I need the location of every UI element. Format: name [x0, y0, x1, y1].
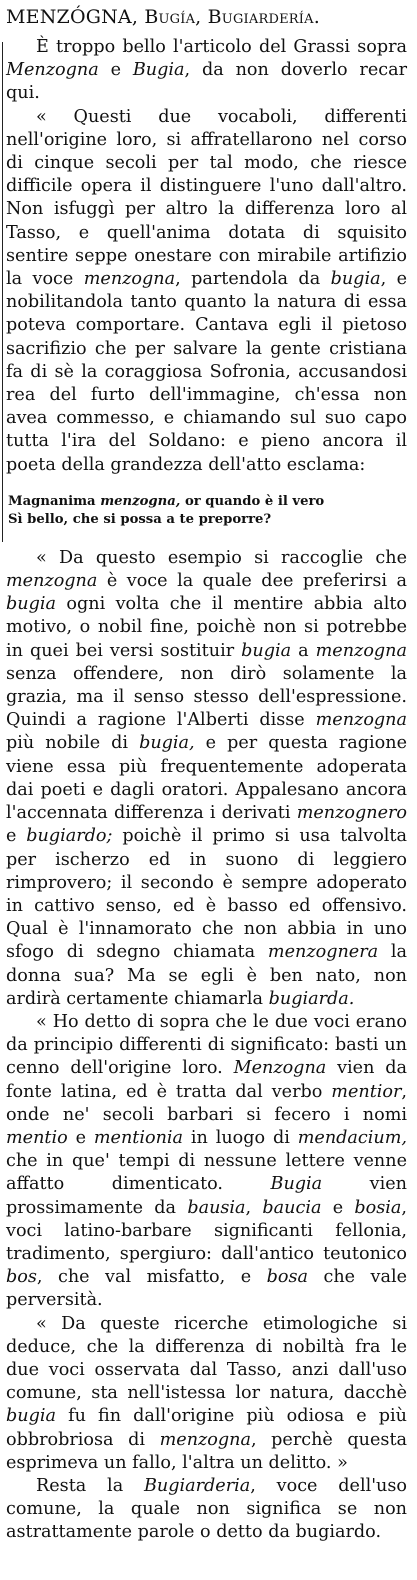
text-run: , da non doverlo recar qui. — [6, 60, 407, 104]
italic-term: menzogna — [315, 710, 407, 731]
text-run: , e nobilitandola tanto quanto la natura di essa poteva comportare. Cantava egli il pietoso sacrifizio che per salvare la gente cristiana fa di sè la coraggiosa Sofronia, accusandosi rea del furto dell'immagine, ch'essa non avea commesso, e chiamando sul suo capo tutta l'ira del Soldano: e pieno ancora il poeta della grandezza dell'atto esclama: — [6, 269, 407, 475]
text-run: « Questi due vocaboli, differenti nell'origine loro, si affratellarono nel corso di cinque secoli per tal modo, che riesce difficile opera il distinguere l'uno dall'altro. Non isfuggì per altro la differenza loro al Tasso, e quell'anima dotata di squisito sentire seppe onestare con mirabile artifizio la voce — [6, 106, 407, 290]
paragraph-6 — [6, 1475, 407, 1545]
text-run: « Ho detto di sopra che le due voci erano da principio differenti di significato: basti un cenno dell'origine loro. — [6, 1011, 407, 1079]
entry-headline — [6, 6, 407, 28]
text-run: è voce la quale dee preferirsi a — [97, 571, 407, 592]
italic-term: menzogna — [6, 571, 98, 592]
italic-term: mentionia — [93, 1127, 184, 1148]
text-run: , — [245, 1197, 263, 1218]
italic-term: menzogna — [83, 269, 176, 290]
italic-term: mentior — [331, 1081, 402, 1102]
italic-term: bugiardo; — [26, 826, 113, 847]
text-run: e — [321, 1197, 355, 1218]
text-run: fu fin dall'origine più odiosa e più obbrobriosa di — [6, 1406, 407, 1450]
text-run: Sì bello, che si possa a te preporre? — [8, 511, 272, 527]
text-run: , perchè questa esprimeva un fallo, l'altra un delitto. » — [6, 1429, 407, 1473]
italic-term: bugia — [6, 594, 56, 615]
italic-term: Menzogna — [233, 1058, 327, 1079]
headline-main: MENZÓGNA, — [6, 6, 139, 28]
italic-term: bosa — [266, 1267, 308, 1288]
italic-term: Menzogna — [6, 60, 99, 81]
entry-body — [6, 36, 407, 1545]
paragraph-4 — [6, 1011, 407, 1313]
italic-term: mendacium, — [297, 1127, 407, 1148]
margin-rule — [2, 42, 3, 542]
paragraph-2 — [6, 106, 407, 477]
text-run: or quando è il vero — [180, 493, 325, 509]
italic-term: Bugia — [132, 60, 185, 81]
italic-term: bugia — [6, 1406, 56, 1427]
italic-term: menzognera — [267, 942, 379, 963]
text-run: , che val misfatto, e — [36, 1267, 267, 1288]
paragraph-3 — [6, 547, 407, 1011]
text-run: È troppo bello l'articolo del Grassi sopra — [36, 37, 407, 57]
text-run: « Da questo esempio si raccoglie che — [36, 547, 407, 568]
text-run: che vale perversità. — [6, 1267, 408, 1311]
text-run: , voce dell'uso comune, la quale non significa se non astrattamente parole o detto da bugiardo. — [6, 1475, 407, 1543]
italic-term: bugia — [241, 640, 292, 661]
italic-term: Bugia — [270, 1174, 323, 1195]
italic-term: bugiarda. — [268, 988, 355, 1009]
headline-rest: Bugía, Bugiardería. — [144, 6, 320, 28]
italic-term: bosia — [354, 1197, 402, 1218]
italic-term: mentio — [6, 1127, 68, 1148]
text-run: più nobile di — [6, 733, 140, 754]
italic-term: menzogna — [315, 640, 407, 661]
text-run: , partendola da — [175, 269, 331, 290]
text-run: che in que' tempi di nessune lettere venne affatto dimenticato. — [6, 1151, 407, 1195]
paragraph-1 — [6, 36, 407, 106]
italic-term: menzogna — [159, 1429, 251, 1450]
italic-term: Bugiarderia — [144, 1475, 251, 1496]
text-run: « Da queste ricerche etimologiche si deduce, che la differenza di nobiltà fra le due voci osservata dal Tasso, anzi dall'uso comune, sta nell'istessa lor natura, dacchè — [6, 1313, 407, 1404]
text-run: e — [6, 826, 27, 847]
text-run: e — [98, 60, 133, 81]
italic-term: baucia — [262, 1197, 322, 1218]
italic-term: bugia — [330, 269, 381, 290]
text-run: , onde ne' secoli barbari si fecero i nomi — [6, 1081, 407, 1125]
text-run: in luogo di — [183, 1127, 298, 1148]
italic-term: bausia — [187, 1197, 246, 1218]
text-run: Resta la — [36, 1475, 144, 1496]
text-run: e — [67, 1127, 94, 1148]
text-run: vien prossimamente da — [6, 1174, 407, 1218]
paragraph-5 — [6, 1313, 407, 1475]
text-run: a — [291, 640, 316, 661]
text-run: ogni volta che il mentire abbia alto motivo, o nobil fine, poichè non si potrebbe in quei bei versi sostituir — [6, 594, 407, 661]
text-run: senza offendere, non dirò solamente la grazia, ma il senso stesso dell'espressione. Quindi a ragione l'Alberti disse — [6, 663, 407, 731]
text-run: la donna sua? Ma se egli è ben nato, non ardirà certamente chiamarla — [6, 942, 407, 1009]
italic-term: bugia, — [139, 733, 195, 754]
text-run: e per questa ragione viene essa più frequentemente adoperata dai poeti e dagli oratori. Appalesano ancora l'accennata differenza i derivati — [6, 733, 407, 824]
italic-term: bos — [6, 1267, 37, 1288]
italic-term: menzognero — [296, 803, 407, 824]
verse-line-1 — [8, 493, 407, 511]
text-run: poichè il primo si usa talvolta per ischerzo ed in suono di leggiero rimprovero; il secondo è sempre adoperato in cattivo senso, ed è basso ed offensivo. Qual è l'innamorato che non abbia in uno sfogo di sdegno chiamata — [6, 826, 407, 963]
text-run: Magnanima — [8, 493, 101, 509]
text-run: vien da fonte latina, ed è tratta dal verbo — [6, 1058, 407, 1102]
italic-term: menzogna, — [100, 493, 181, 509]
text-run: , voci latino-barbare significanti fellonia, tradimento, spergiuro: dall'antico teutonico — [6, 1197, 407, 1264]
verse-line-2 — [8, 511, 407, 529]
verse-quote — [8, 493, 407, 529]
